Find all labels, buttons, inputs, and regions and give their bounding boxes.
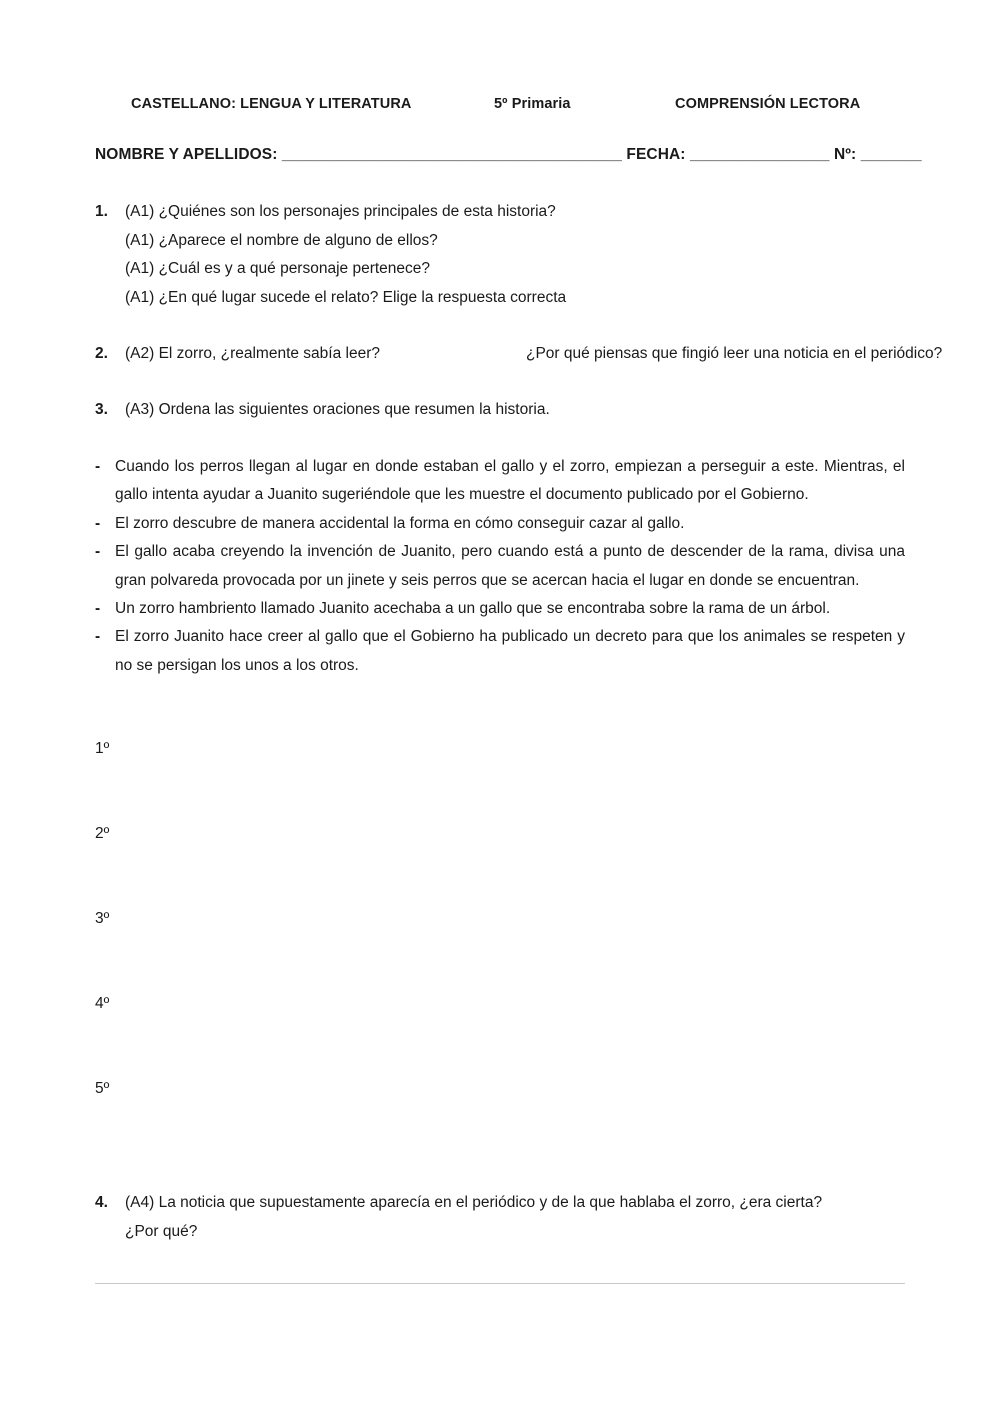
question-line: (A2) El zorro, ¿realmente sabía leer? — [125, 345, 380, 362]
order-slot-4[interactable]: 4º — [95, 995, 110, 1012]
bullet-dash: - — [95, 458, 101, 475]
bullet-dash: - — [95, 543, 101, 561]
question-2 — [95, 340, 943, 369]
sentence-text: Cuando los perros llegan al lugar en donde estaban el gallo y el zorro, empiezan a perseguir a este. Mientras, el gallo intenta ayudar a Juanito sugeriéndole que les muestre el documento publicado por el Gobierno. — [115, 458, 905, 504]
sentence-text: Un zorro hambriento llamado Juanito acechaba a un gallo que se encontraba sobre la rama de un árbol. — [115, 600, 831, 618]
question-line: ¿Por qué piensas que fingió leer una noticia en el periódico? — [526, 345, 943, 362]
student-info-row — [95, 146, 922, 164]
list-item — [95, 510, 905, 538]
question-line: (A3) Ordena las siguientes oraciones que resumen la historia. — [125, 401, 550, 418]
question-number: 4. — [95, 1194, 108, 1211]
date-blank[interactable]: ________________ — [689, 146, 830, 163]
order-slot-3[interactable]: 3º — [95, 910, 110, 927]
question-number: 1. — [95, 203, 108, 220]
sentence-text: El zorro Juanito hace creer al gallo que el Gobierno ha publicado un decreto para que los animales se respeten y no se persigan los unos a los otros. — [115, 628, 905, 674]
name-blank[interactable]: _______________________________________ — [281, 146, 622, 163]
name-label: NOMBRE Y APELLIDOS: — [95, 146, 278, 163]
order-slot-1[interactable]: 1º — [95, 740, 110, 757]
question-1 — [95, 198, 566, 312]
bullet-dash: - — [95, 600, 101, 618]
question-number: 2. — [95, 345, 108, 362]
sentence-text: El gallo acaba creyendo la invención de Juanito, pero cuando está a punto de descender de la rama, divisa una gran polvareda provocada por un jinete y seis perros que se acercan hacia el lugar en donde se encuentran. — [115, 543, 905, 589]
question-line: (A4) La noticia que supuestamente aparecía en el periódico y de la que hablaba el zorro, ¿era cierta? — [125, 1194, 823, 1211]
question-line: (A1) ¿Aparece el nombre de alguno de ellos? — [125, 231, 438, 249]
sentence-list — [95, 453, 905, 680]
number-label: Nº: — [833, 146, 857, 163]
list-item — [95, 623, 905, 680]
sentence-text: El zorro descubre de manera accidental la forma en cómo conseguir cazar al gallo. — [115, 514, 685, 532]
question-line: (A1) ¿En qué lugar sucede el relato? Elige la respuesta correcta — [125, 288, 567, 306]
question-line: ¿Por qué? — [125, 1222, 198, 1240]
question-line: (A1) ¿Quiénes son los personajes principales de esta historia? — [125, 203, 556, 220]
header-grade: 5º Primaria — [494, 96, 571, 112]
order-slot-2[interactable]: 2º — [95, 825, 110, 842]
date-label: FECHA: — [626, 146, 686, 163]
question-4 — [95, 1189, 822, 1246]
question-3 — [95, 396, 550, 425]
answer-line[interactable] — [95, 1283, 905, 1284]
list-item — [95, 453, 905, 510]
header-topic: COMPRENSIÓN LECTORA — [675, 96, 861, 112]
bullet-dash: - — [95, 628, 101, 646]
question-number: 3. — [95, 401, 108, 418]
header-subject: CASTELLANO: LENGUA Y LITERATURA — [131, 96, 412, 112]
number-blank[interactable]: _______ — [860, 146, 922, 163]
bullet-dash: - — [95, 514, 101, 532]
question-line: (A1) ¿Cuál es y a qué personaje pertenece? — [125, 260, 431, 277]
list-item — [95, 595, 905, 623]
list-item — [95, 538, 905, 595]
order-slot-5[interactable]: 5º — [95, 1080, 110, 1097]
